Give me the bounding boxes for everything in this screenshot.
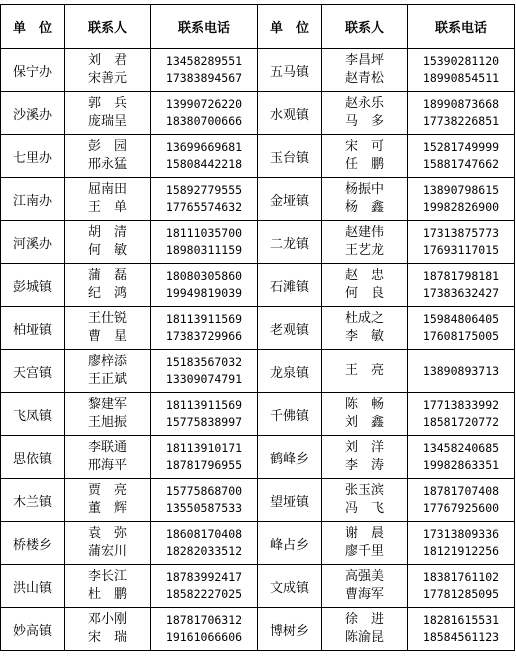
contact-persons xyxy=(65,393,151,436)
contact-person: 王 亮 xyxy=(344,363,384,378)
contact-phones xyxy=(151,92,258,135)
contact-person: 宋 瑞 xyxy=(87,630,127,645)
contact-person: 廖梓添 xyxy=(87,354,127,369)
contact-phones xyxy=(408,49,515,92)
contact-phone: 13458289551 xyxy=(165,54,243,68)
contact-phone: 17781285095 xyxy=(422,587,500,601)
contact-phone: 18113911569 xyxy=(165,398,243,412)
contact-phone: 17383632427 xyxy=(422,286,500,300)
contact-person: 杨振中 xyxy=(344,182,384,197)
table-row xyxy=(1,522,515,565)
unit-name: 望垭镇 xyxy=(258,479,322,522)
unit-name: 龙泉镇 xyxy=(258,350,322,393)
contact-person: 赵建伟 xyxy=(344,225,384,240)
contact-person: 陈 畅 xyxy=(344,397,384,412)
contact-phone: 13890893713 xyxy=(422,363,500,378)
contact-persons xyxy=(65,92,151,135)
contact-phone: 18990854511 xyxy=(422,71,500,85)
contact-persons xyxy=(65,350,151,393)
unit-name: 千佛镇 xyxy=(258,393,322,436)
unit-name: 老观镇 xyxy=(258,307,322,350)
contact-phone: 17608175005 xyxy=(422,329,500,343)
contact-person: 冯 飞 xyxy=(344,501,384,516)
contact-person: 廖千里 xyxy=(344,544,384,559)
contact-person: 王艺龙 xyxy=(344,243,384,258)
contact-phone: 17383729966 xyxy=(165,329,243,343)
contact-person: 宋善元 xyxy=(87,71,127,86)
contact-persons xyxy=(65,565,151,608)
contact-phone: 13458240685 xyxy=(422,441,500,455)
table-row xyxy=(1,307,515,350)
contact-phones xyxy=(408,135,515,178)
contact-persons xyxy=(322,479,408,522)
contact-phone: 15183567032 xyxy=(165,355,243,369)
contact-person: 李昌坪 xyxy=(344,53,384,68)
unit-name: 飞凤镇 xyxy=(1,393,65,436)
contact-person: 王仕锐 xyxy=(87,311,127,326)
contact-person: 王 单 xyxy=(87,200,127,215)
contact-persons xyxy=(65,307,151,350)
contact-phone: 15390281120 xyxy=(422,54,500,68)
contact-person: 高强美 xyxy=(344,569,384,584)
header-contact-phone: 联系电话 xyxy=(151,5,258,49)
contact-person: 袁 弥 xyxy=(87,526,127,541)
contact-persons xyxy=(322,178,408,221)
contact-phone: 17713833992 xyxy=(422,398,500,412)
contact-persons xyxy=(65,135,151,178)
contact-person: 邢永猛 xyxy=(87,157,127,172)
unit-name: 鹤峰乡 xyxy=(258,436,322,479)
contact-phones xyxy=(408,350,515,393)
unit-name: 洪山镇 xyxy=(1,565,65,608)
contact-phone: 18980311159 xyxy=(165,243,243,257)
contact-phone: 15881747662 xyxy=(422,157,500,171)
contact-phone: 15808442218 xyxy=(165,157,243,171)
contact-phone: 15892779555 xyxy=(165,183,243,197)
contact-person: 刘 君 xyxy=(87,53,127,68)
table-row xyxy=(1,135,515,178)
contact-phones xyxy=(408,307,515,350)
unit-name: 七里办 xyxy=(1,135,65,178)
contact-persons xyxy=(65,522,151,565)
contact-phone: 18582227025 xyxy=(165,587,243,601)
contact-persons xyxy=(65,479,151,522)
contact-phone: 19982863351 xyxy=(422,458,500,472)
contact-person: 贾 亮 xyxy=(87,483,127,498)
table-row xyxy=(1,350,515,393)
contact-phone: 18783992417 xyxy=(165,570,243,584)
header-contact-person: 联系人 xyxy=(65,5,151,49)
contact-phone: 13990726220 xyxy=(165,97,243,111)
contact-person: 杨 鑫 xyxy=(344,200,384,215)
contact-phones xyxy=(151,221,258,264)
header-contact-person: 联系人 xyxy=(322,5,408,49)
contact-person: 赵青松 xyxy=(344,71,384,86)
contact-person: 李 涛 xyxy=(344,458,384,473)
contact-person: 何 良 xyxy=(344,286,384,301)
table-row xyxy=(1,608,515,651)
unit-name: 沙溪办 xyxy=(1,92,65,135)
contact-phones xyxy=(151,135,258,178)
contact-person: 胡 清 xyxy=(87,225,127,240)
contact-person: 屈南田 xyxy=(87,182,127,197)
contact-phone: 18781706312 xyxy=(165,613,243,627)
contact-persons xyxy=(65,608,151,651)
contact-person: 李 敏 xyxy=(344,329,384,344)
contact-phone: 19982826900 xyxy=(422,200,500,214)
contact-person: 李联通 xyxy=(87,440,127,455)
contact-phone: 18781798181 xyxy=(422,269,500,283)
contact-phones xyxy=(408,221,515,264)
contact-person: 赵 忠 xyxy=(344,268,384,283)
contact-persons xyxy=(322,221,408,264)
contact-phone: 13699669681 xyxy=(165,140,243,154)
contact-person: 董 辉 xyxy=(87,501,127,516)
contact-persons xyxy=(322,608,408,651)
header-row xyxy=(1,5,515,49)
contact-phone: 18584561123 xyxy=(422,630,500,644)
contact-persons xyxy=(65,178,151,221)
contact-phone: 15775838997 xyxy=(165,415,243,429)
contact-phone: 18781796955 xyxy=(165,458,243,472)
contact-person: 蒲宏川 xyxy=(87,544,127,559)
unit-name: 五马镇 xyxy=(258,49,322,92)
header-unit: 单 位 xyxy=(1,5,65,49)
contact-phone: 15281749999 xyxy=(422,140,500,154)
contact-person: 李长江 xyxy=(87,569,127,584)
contact-phone: 18380700666 xyxy=(165,114,243,128)
unit-name: 妙高镇 xyxy=(1,608,65,651)
contact-phones xyxy=(151,608,258,651)
contact-persons xyxy=(322,393,408,436)
contact-person: 赵永乐 xyxy=(344,96,384,111)
unit-name: 江南办 xyxy=(1,178,65,221)
unit-name: 二龙镇 xyxy=(258,221,322,264)
contact-persons xyxy=(65,221,151,264)
contact-person: 郭 兵 xyxy=(87,96,127,111)
contact-person: 刘 鑫 xyxy=(344,415,384,430)
contact-phone: 18121912256 xyxy=(422,544,500,558)
contact-person: 曹 星 xyxy=(87,329,127,344)
contact-persons xyxy=(322,307,408,350)
unit-name: 彭城镇 xyxy=(1,264,65,307)
contact-phone: 13550587533 xyxy=(165,501,243,515)
contact-person: 邢海平 xyxy=(87,458,127,473)
table-row xyxy=(1,393,515,436)
contact-phones xyxy=(408,178,515,221)
contact-phone: 18111035700 xyxy=(165,226,243,240)
unit-name: 思依镇 xyxy=(1,436,65,479)
header-contact-phone: 联系电话 xyxy=(408,5,515,49)
contact-phones xyxy=(151,479,258,522)
contact-person: 黎建军 xyxy=(87,397,127,412)
unit-name: 文成镇 xyxy=(258,565,322,608)
contact-persons xyxy=(65,264,151,307)
contact-phone: 18781707408 xyxy=(422,484,500,498)
contact-phone: 13309074791 xyxy=(165,372,243,386)
contact-phones xyxy=(151,393,258,436)
contact-phones xyxy=(151,522,258,565)
contact-phone: 18113911569 xyxy=(165,312,243,326)
header-unit: 单 位 xyxy=(258,5,322,49)
contact-person: 王正斌 xyxy=(87,372,127,387)
contact-persons xyxy=(322,264,408,307)
contact-persons xyxy=(322,436,408,479)
contact-persons xyxy=(322,135,408,178)
contact-phone: 17313809336 xyxy=(422,527,500,541)
contact-phone: 18080305860 xyxy=(165,269,243,283)
contact-phones xyxy=(151,436,258,479)
unit-name: 柏垭镇 xyxy=(1,307,65,350)
contact-person: 彭 园 xyxy=(87,139,127,154)
contact-phones xyxy=(151,350,258,393)
contact-persons xyxy=(65,49,151,92)
contact-person: 任 鹏 xyxy=(344,157,384,172)
contact-person: 刘 洋 xyxy=(344,440,384,455)
contact-person: 谢 晨 xyxy=(344,526,384,541)
unit-name: 保宁办 xyxy=(1,49,65,92)
contact-person: 蒲 磊 xyxy=(87,268,127,283)
unit-name: 金垭镇 xyxy=(258,178,322,221)
contact-phones xyxy=(408,608,515,651)
contact-phone: 18113910171 xyxy=(165,441,243,455)
table-row xyxy=(1,479,515,522)
unit-name: 玉台镇 xyxy=(258,135,322,178)
contact-phones xyxy=(408,479,515,522)
contact-person: 纪 鸿 xyxy=(87,286,127,301)
contact-phones xyxy=(408,393,515,436)
contact-phone: 19161066606 xyxy=(165,630,243,644)
contact-phones xyxy=(408,565,515,608)
contact-phones xyxy=(151,565,258,608)
unit-name: 河溪办 xyxy=(1,221,65,264)
contact-phone: 18990873668 xyxy=(422,97,500,111)
contact-person: 陈渝昆 xyxy=(344,630,384,645)
contact-phone: 17693117015 xyxy=(422,243,500,257)
contact-phone: 18381761102 xyxy=(422,570,500,584)
table-row xyxy=(1,436,515,479)
table-body xyxy=(1,49,515,651)
unit-name: 天宫镇 xyxy=(1,350,65,393)
contact-person: 杜 鹏 xyxy=(87,587,127,602)
contact-phone: 18281615531 xyxy=(422,613,500,627)
contact-phones xyxy=(408,264,515,307)
contact-phone: 15775868700 xyxy=(165,484,243,498)
contact-person: 徐 进 xyxy=(344,612,384,627)
contact-persons xyxy=(322,565,408,608)
table-row xyxy=(1,49,515,92)
contact-person: 邓小刚 xyxy=(87,612,127,627)
table-row xyxy=(1,178,515,221)
table-row xyxy=(1,565,515,608)
contact-phones xyxy=(151,307,258,350)
unit-name: 石滩镇 xyxy=(258,264,322,307)
contact-table xyxy=(0,4,515,651)
unit-name: 水观镇 xyxy=(258,92,322,135)
contact-persons xyxy=(322,522,408,565)
contact-phones xyxy=(408,436,515,479)
contact-phones xyxy=(151,178,258,221)
contact-person: 何 敏 xyxy=(87,243,127,258)
contact-phone: 17767925600 xyxy=(422,501,500,515)
contact-persons xyxy=(65,436,151,479)
contact-phone: 19949819039 xyxy=(165,286,243,300)
unit-name: 峰占乡 xyxy=(258,522,322,565)
contact-phones xyxy=(151,49,258,92)
contact-phone: 13890798615 xyxy=(422,183,500,197)
contact-phone: 17738226851 xyxy=(422,114,500,128)
contact-phone: 18282033512 xyxy=(165,544,243,558)
contact-persons xyxy=(322,49,408,92)
contact-phone: 18608170408 xyxy=(165,527,243,541)
contact-person: 宋 可 xyxy=(344,139,384,154)
contact-person: 张玉滨 xyxy=(344,483,384,498)
table-row xyxy=(1,264,515,307)
contact-phone: 17383894567 xyxy=(165,71,243,85)
unit-name: 博树乡 xyxy=(258,608,322,651)
contact-phones xyxy=(151,264,258,307)
contact-person: 马 多 xyxy=(344,114,384,129)
contact-person: 庞瑞呈 xyxy=(87,114,127,129)
contact-person: 王旭振 xyxy=(87,415,127,430)
table-row xyxy=(1,92,515,135)
contact-phones xyxy=(408,522,515,565)
table-row xyxy=(1,221,515,264)
contact-person: 曹海军 xyxy=(344,587,384,602)
contact-person: 杜成之 xyxy=(344,311,384,326)
unit-name: 木兰镇 xyxy=(1,479,65,522)
contact-phone: 17313875773 xyxy=(422,226,500,240)
contact-phone: 15984806405 xyxy=(422,312,500,326)
unit-name: 桥楼乡 xyxy=(1,522,65,565)
contact-persons xyxy=(322,92,408,135)
contact-persons xyxy=(322,350,408,393)
contact-phones xyxy=(408,92,515,135)
contact-phone: 17765574632 xyxy=(165,200,243,214)
contact-phone: 18581720772 xyxy=(422,415,500,429)
